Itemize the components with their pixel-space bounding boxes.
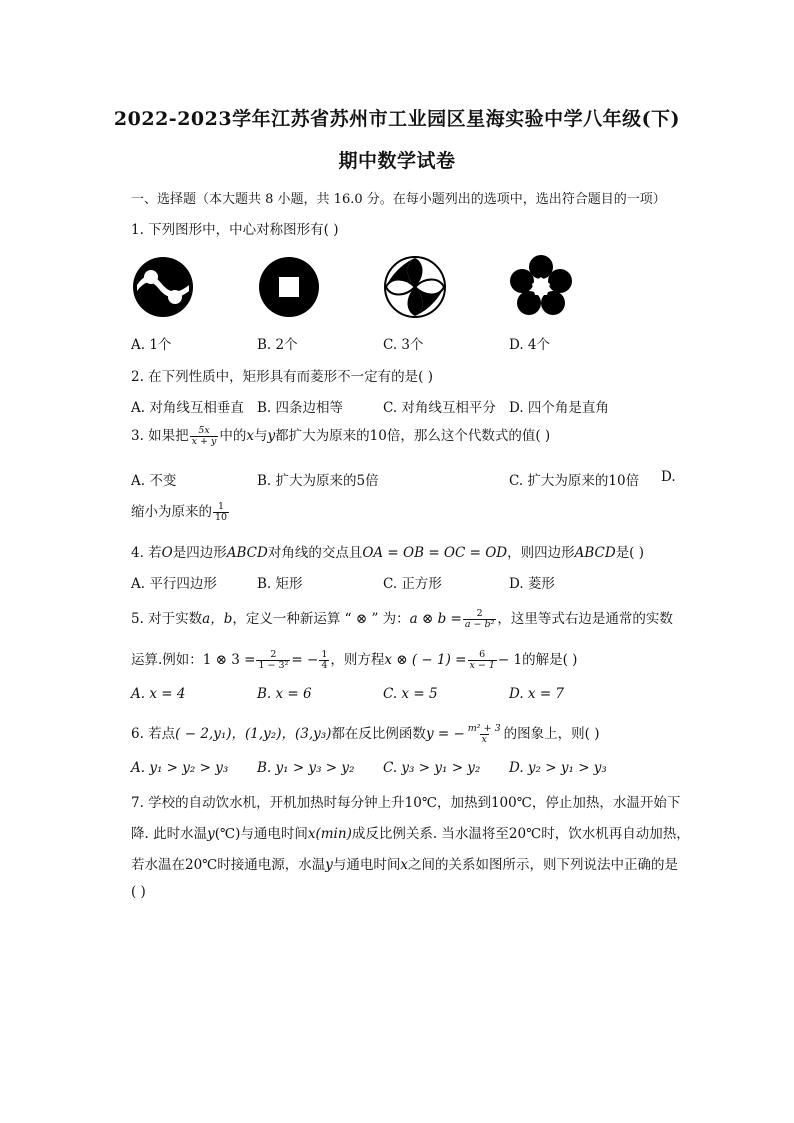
q5-equation-tail: − 1 (497, 652, 523, 668)
q3-option-c[interactable]: C. 扩大为原来的10倍 (509, 473, 640, 489)
q5-def-lhs: a ⊗ b = (409, 611, 462, 627)
q5-example-den: 1 − 3² (258, 660, 289, 671)
q7-line2-c: 成反比例关系. 当水温将至20℃时，饮水机再自动加热， (351, 826, 690, 842)
q3-option-d-den: 10 (215, 512, 228, 523)
q3-fraction-den: x + y (191, 436, 217, 447)
q6-stem-a: 6. 若点 (131, 726, 176, 742)
q3-stem-a: 3. 如果把 (131, 428, 189, 444)
q3-stem-c: 与 (254, 428, 268, 444)
q5-def-num: 2 (476, 608, 483, 619)
q2-option-c[interactable]: C. 对角线互相平分 (383, 400, 496, 416)
q4-stem-c: 对角线的交点且 (267, 545, 363, 561)
q2-option-d[interactable]: D. 四个角是直角 (509, 400, 609, 416)
q3-option-d-text: 缩小为原来的 (131, 504, 212, 520)
q7-line3-a: 若水温在20℃时接通电源，水温 (131, 857, 326, 873)
q4-quad2: ABCD (574, 545, 616, 561)
q1-stem: 1. 下列图形中，中心对称图形有( ) (131, 222, 339, 238)
q4-point: O (161, 545, 173, 561)
q7-line2 (131, 822, 690, 842)
q5-line1-c: ，这里等式右边是通常的实数 (497, 611, 673, 627)
exam-title-line2: 期中数学试卷 (338, 150, 456, 172)
q4-stem (131, 541, 644, 561)
q5-option-a[interactable]: A. x = 4 (131, 686, 186, 702)
q6-stem-b: 都在反比例函数 (331, 726, 426, 742)
q3-option-d-cont (131, 500, 230, 523)
q4-option-a[interactable]: A. 平行四边形 (131, 576, 217, 592)
q6-option-a[interactable]: A. y₁ > y₂ > y₃ (131, 760, 229, 776)
q3-fraction (190, 426, 219, 447)
q6-stem (131, 722, 599, 745)
q3-option-d-num: 1 (218, 501, 225, 512)
q4-option-c[interactable]: C. 正方形 (383, 576, 442, 592)
q7-line3-b: 与通电时间 (332, 857, 401, 873)
q6-option-c[interactable]: C. y₃ > y₁ > y₂ (383, 760, 481, 776)
q5-equation-fraction (468, 650, 497, 671)
q3-option-a[interactable]: A. 不变 (131, 473, 177, 489)
q5-line2 (131, 648, 577, 671)
q6-option-b[interactable]: B. y₁ > y₃ > y₂ (257, 760, 355, 776)
q3-var-x: x (246, 428, 255, 444)
q4-quad: ABCD (226, 545, 268, 561)
q2-option-a[interactable]: A. 对角线互相垂直 (131, 400, 244, 416)
q5-example-den2: 4 (321, 660, 328, 671)
q5-line2-b: ，则方程 (330, 652, 385, 668)
q4-stem-d: ，则四边形 (507, 545, 575, 561)
q6-function-lhs: y = − (425, 726, 465, 742)
q3-option-d[interactable]: D. (661, 469, 676, 485)
q5-equation-lhs: x ⊗ ( − 1) = (384, 652, 467, 668)
q6-function-den: x (481, 734, 487, 745)
q6-function-num: m² + 3 (467, 723, 501, 734)
q3-fraction-num: 5x (198, 425, 210, 436)
q5-option-b[interactable]: B. x = 6 (257, 686, 312, 702)
taiji-wave-icon (131, 255, 195, 319)
q3-option-b[interactable]: B. 扩大为原来的5倍 (257, 473, 379, 489)
q1-option-c[interactable]: C. 3个 (383, 337, 424, 353)
q4-option-d[interactable]: D. 菱形 (509, 576, 555, 592)
q5-example-fraction2 (319, 650, 329, 671)
q7-line1: 7. 学校的自动饮水机，开机加热时每分钟上升10℃，加热到100℃，停止加热，水温开始下 (131, 795, 681, 811)
q7-line3-y: y (325, 857, 333, 873)
q3-stem (131, 424, 550, 447)
q5-example-lhs: 1 ⊗ 3 = (202, 652, 256, 668)
q6-stem-c: 的图象上，则( ) (503, 726, 600, 742)
q4-stem-b: 是四边形 (172, 545, 227, 561)
q1-figures (131, 255, 571, 321)
q5-def-fraction (463, 609, 497, 630)
q5-option-c[interactable]: C. x = 5 (383, 686, 438, 702)
exam-title-line1: 2022-2023学年江苏省苏州市工业园区星海实验中学八年级(下) (113, 108, 681, 130)
q7-line3 (131, 853, 678, 873)
q5-example-num2: 1 (321, 649, 328, 660)
q6-option-d[interactable]: D. y₂ > y₁ > y₃ (509, 760, 607, 776)
square-hole-coin-icon (257, 255, 321, 319)
q2-option-b[interactable]: B. 四条边相等 (257, 400, 344, 416)
q1-option-d[interactable]: D. 4个 (509, 337, 551, 353)
q4-stem-e: 是( ) (615, 545, 645, 561)
q2-stem: 2. 在下列性质中，矩形具有而菱形不一定有的是( ) (131, 369, 433, 385)
q5-example-mid: = − (291, 652, 319, 668)
q7-line2-a: 降. 此时水温 (131, 826, 208, 842)
q6-function-fraction (466, 724, 503, 745)
q7-line2-b: (℃)与通电时间 (214, 826, 308, 842)
q1-option-b[interactable]: B. 2个 (257, 337, 298, 353)
q7-line2-y: y (207, 826, 215, 842)
q5-line2-a: 运算.例如： (131, 652, 203, 668)
q4-option-b[interactable]: B. 矩形 (257, 576, 303, 592)
q5-line1 (131, 607, 673, 630)
q3-var-y: y (267, 428, 276, 444)
q5-line1-b: ，定义一种新运算 “ ⊗ ” 为： (232, 611, 410, 627)
section-heading: 一、选择题（本大题共 8 小题，共 16.0 分。在每小题列出的选项中，选出符合题目的一项） (131, 192, 666, 207)
q5-example-fraction (256, 650, 290, 671)
q4-stem-a: 4. 若 (131, 545, 162, 561)
q5-equation-num: 6 (479, 649, 486, 660)
q7-line3-c: 之间的关系如图所示，则下列说法中正确的是 (408, 857, 679, 873)
pentagon-flower-icon (509, 255, 573, 319)
q7-line2-x: x(min) (307, 826, 352, 842)
four-petal-circle-icon (383, 255, 447, 319)
q5-line2-c: 的解是( ) (522, 652, 578, 668)
q3-stem-b: 中的 (219, 428, 247, 444)
q5-line1-a: 5. 对于实数 (131, 611, 203, 627)
q3-stem-d: 都扩大为原来的10倍，那么这个代数式的值( ) (275, 428, 551, 444)
q1-option-a[interactable]: A. 1个 (131, 337, 172, 353)
q5-equation-den: x − 1 (469, 660, 495, 671)
q5-def-den: a − b² (464, 619, 495, 630)
q5-vars: a，b (202, 611, 233, 627)
q4-equation: OA = OB = OC = OD (362, 545, 508, 561)
q3-option-d-fraction (213, 502, 229, 523)
q7-line3-x: x (400, 857, 409, 873)
q6-points: ( − 2,y₁)，(1,y₂)，(3,y₃) (175, 726, 332, 742)
q5-example-num: 2 (270, 649, 277, 660)
q7-line4: ( ) (131, 884, 146, 900)
q5-option-d[interactable]: D. x = 7 (509, 686, 565, 702)
